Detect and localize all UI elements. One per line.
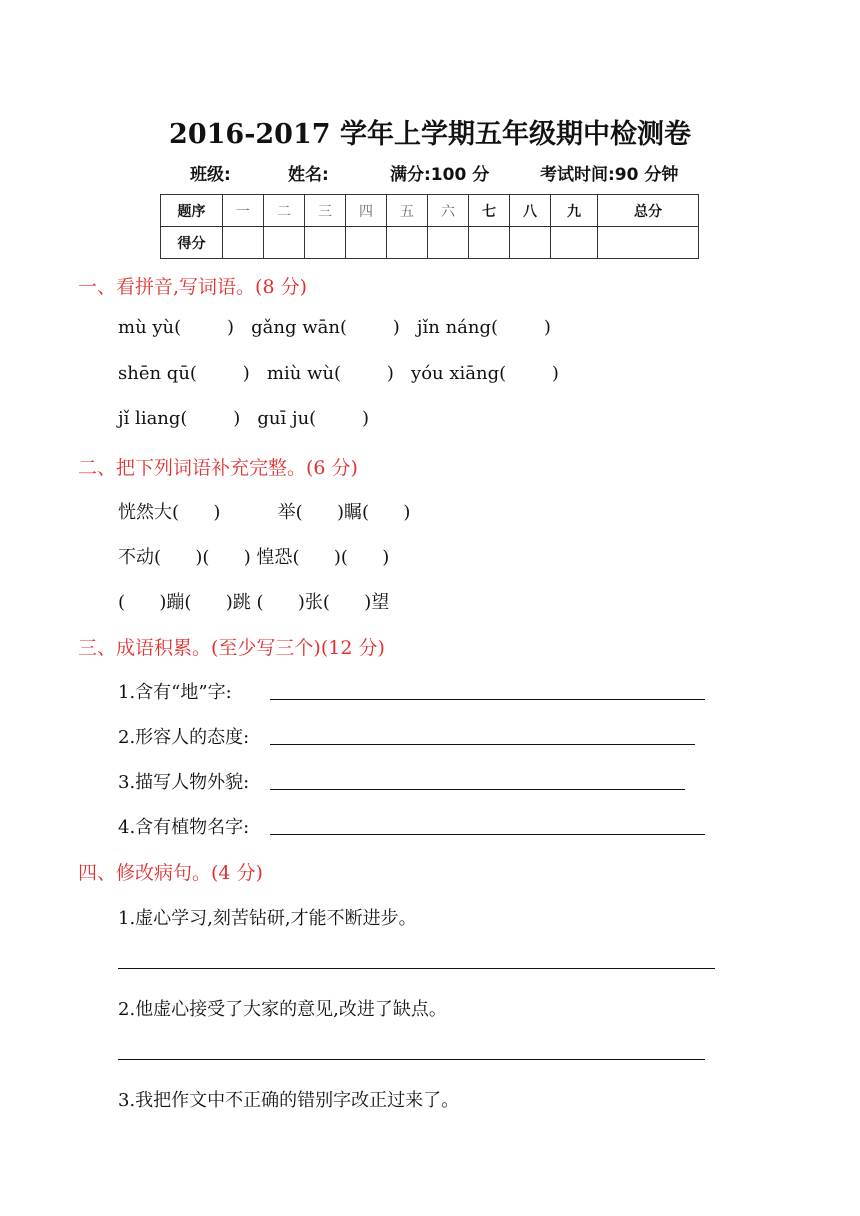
section-3-heading: 三、成语积累。(至少写三个)(12 分) xyxy=(78,637,385,659)
score-table-col-3: 三 xyxy=(305,195,346,227)
score-cell-1[interactable] xyxy=(223,227,264,259)
score-table-col-1: 一 xyxy=(223,195,264,227)
score-cell-7[interactable] xyxy=(469,227,510,259)
score-cell-2[interactable] xyxy=(264,227,305,259)
idiom-item-4: 4.含有植物名字: xyxy=(118,817,250,838)
pinyin-line-3: jǐ liang( ) guī ju( ) xyxy=(118,408,369,429)
score-table-header-row xyxy=(161,195,699,227)
score-table-col-4: 四 xyxy=(346,195,387,227)
correction-line-1[interactable] xyxy=(118,968,715,969)
score-table-col-5: 五 xyxy=(387,195,428,227)
idiom-item-1: 1.含有“地”字: xyxy=(118,682,232,703)
class-label: 班级: xyxy=(190,165,231,185)
sentence-item-3: 3.我把作文中不正确的错别字改正过来了。 xyxy=(118,1090,460,1111)
correction-line-2[interactable] xyxy=(118,1059,705,1060)
sentence-item-2: 2.他虚心接受了大家的意见,改进了缺点。 xyxy=(118,999,447,1020)
idiom-fill-line-3: ( )蹦( )跳 ( )张( )望 xyxy=(118,592,390,613)
pinyin-line-2: shēn qū( ) miù wù( ) yóu xiāng( ) xyxy=(118,363,559,384)
page-title: 2016-2017 学年上学期五年级期中检测卷 xyxy=(169,119,691,150)
answer-line-3[interactable] xyxy=(270,789,685,790)
section-2-heading: 二、把下列词语补充完整。(6 分) xyxy=(78,457,358,479)
section-1-heading: 一、看拼音,写词语。(8 分) xyxy=(78,276,307,298)
score-table-col-8: 八 xyxy=(510,195,551,227)
score-table-col-9: 九 xyxy=(551,195,598,227)
score-table-col-2: 二 xyxy=(264,195,305,227)
score-table-header-label: 题序 xyxy=(161,195,223,227)
score-cell-total[interactable] xyxy=(598,227,699,259)
score-table-score-row xyxy=(161,227,699,259)
full-score-label: 满分:100 分 xyxy=(390,165,490,185)
score-table xyxy=(160,194,699,259)
score-table-row-label: 得分 xyxy=(161,227,223,259)
pinyin-line-1: mù yù( ) gǎng wān( ) jǐn náng( ) xyxy=(118,317,551,338)
idiom-fill-line-1: 恍然大( ) 举( )瞩( ) xyxy=(118,502,411,523)
score-table-col-7: 七 xyxy=(469,195,510,227)
score-cell-6[interactable] xyxy=(428,227,469,259)
section-4-heading: 四、修改病句。(4 分) xyxy=(78,862,263,884)
name-label: 姓名: xyxy=(288,165,329,185)
score-table-total-label: 总分 xyxy=(598,195,699,227)
score-cell-4[interactable] xyxy=(346,227,387,259)
idiom-item-3: 3.描写人物外貌: xyxy=(118,772,250,793)
score-cell-9[interactable] xyxy=(551,227,598,259)
score-cell-5[interactable] xyxy=(387,227,428,259)
idiom-item-2: 2.形容人的态度: xyxy=(118,727,250,748)
score-cell-3[interactable] xyxy=(305,227,346,259)
answer-line-4[interactable] xyxy=(270,834,705,835)
score-table-col-6: 六 xyxy=(428,195,469,227)
answer-line-1[interactable] xyxy=(270,699,705,700)
sentence-item-1: 1.虚心学习,刻苦钻研,才能不断进步。 xyxy=(118,908,417,929)
idiom-fill-line-2: 不动( )( ) 惶恐( )( ) xyxy=(118,547,390,568)
exam-time-label: 考试时间:90 分钟 xyxy=(540,165,679,185)
score-cell-8[interactable] xyxy=(510,227,551,259)
answer-line-2[interactable] xyxy=(270,744,695,745)
